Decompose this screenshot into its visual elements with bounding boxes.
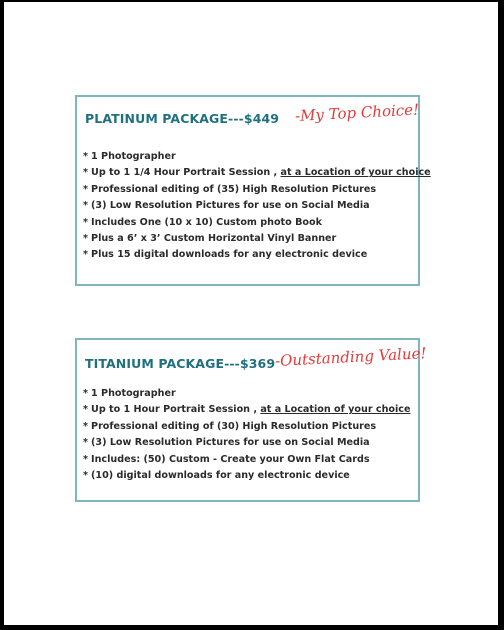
list-item — [83, 386, 410, 402]
item-text: Includes One (10 x 10) Custom photo Book — [91, 216, 322, 228]
bullet-marker: * — [83, 151, 89, 162]
bullet-marker: * — [83, 216, 89, 228]
item-text: Plus 15 digital downloads for any electronic device — [91, 249, 368, 261]
bullet-marker: * — [83, 470, 89, 482]
item-text: 1 Photographer — [91, 151, 176, 162]
bullet-marker: * — [83, 249, 89, 261]
bullet-marker: * — [83, 167, 89, 179]
package-heading: PLATINUM PACKAGE---$449 — [85, 111, 280, 126]
list-item — [83, 198, 431, 214]
bullet-marker: * — [83, 233, 89, 245]
list-item — [83, 435, 410, 451]
list-item — [83, 402, 410, 418]
item-text: Professional editing of (35) High Resolution Pictures — [91, 183, 377, 195]
bullet-marker: * — [83, 183, 89, 195]
item-text: (3) Low Resolution Pictures for use on Social Media — [91, 437, 370, 449]
bullet-marker: * — [83, 200, 89, 212]
bullet-marker: * — [83, 388, 89, 399]
item-underlined-text: at a Location of your choice — [280, 167, 431, 179]
bullet-marker: * — [83, 420, 89, 432]
package-heading: TITANIUM PACKAGE---$369 — [85, 356, 276, 371]
item-text: (3) Low Resolution Pictures for use on Social Media — [91, 200, 370, 212]
list-item — [83, 165, 431, 181]
item-text: Plus a 6’ x 3’ Custom Horizontal Vinyl Banner — [91, 233, 337, 245]
item-text: Up to 1 Hour Portrait Session , — [91, 404, 261, 416]
package-feature-list — [83, 149, 431, 264]
item-text: Up to 1 1/4 Hour Portrait Session , — [91, 167, 281, 179]
list-item — [83, 419, 410, 435]
titanium-package-card — [75, 338, 427, 502]
bullet-marker: * — [83, 453, 89, 465]
item-text: (10) digital downloads for any electronic device — [91, 470, 350, 482]
package-tagline: -Outstanding Value! — [274, 344, 427, 370]
list-item — [83, 468, 410, 484]
list-item — [83, 247, 431, 263]
list-item — [83, 149, 431, 165]
item-underlined-text: at a Location of your choice — [260, 404, 411, 416]
document-page — [4, 2, 498, 625]
list-item — [83, 231, 431, 247]
list-item — [83, 452, 410, 468]
package-feature-list — [83, 386, 410, 484]
item-text: 1 Photographer — [91, 388, 176, 399]
bullet-marker: * — [83, 437, 89, 449]
bullet-marker: * — [83, 404, 89, 416]
list-item — [83, 215, 431, 231]
package-tagline: -My Top Choice! — [294, 100, 420, 125]
list-item — [83, 182, 431, 198]
item-text: Includes: (50) Custom - Create your Own Flat Cards — [91, 453, 370, 465]
platinum-package-card — [75, 95, 431, 286]
item-text: Professional editing of (30) High Resolution Pictures — [91, 420, 377, 432]
